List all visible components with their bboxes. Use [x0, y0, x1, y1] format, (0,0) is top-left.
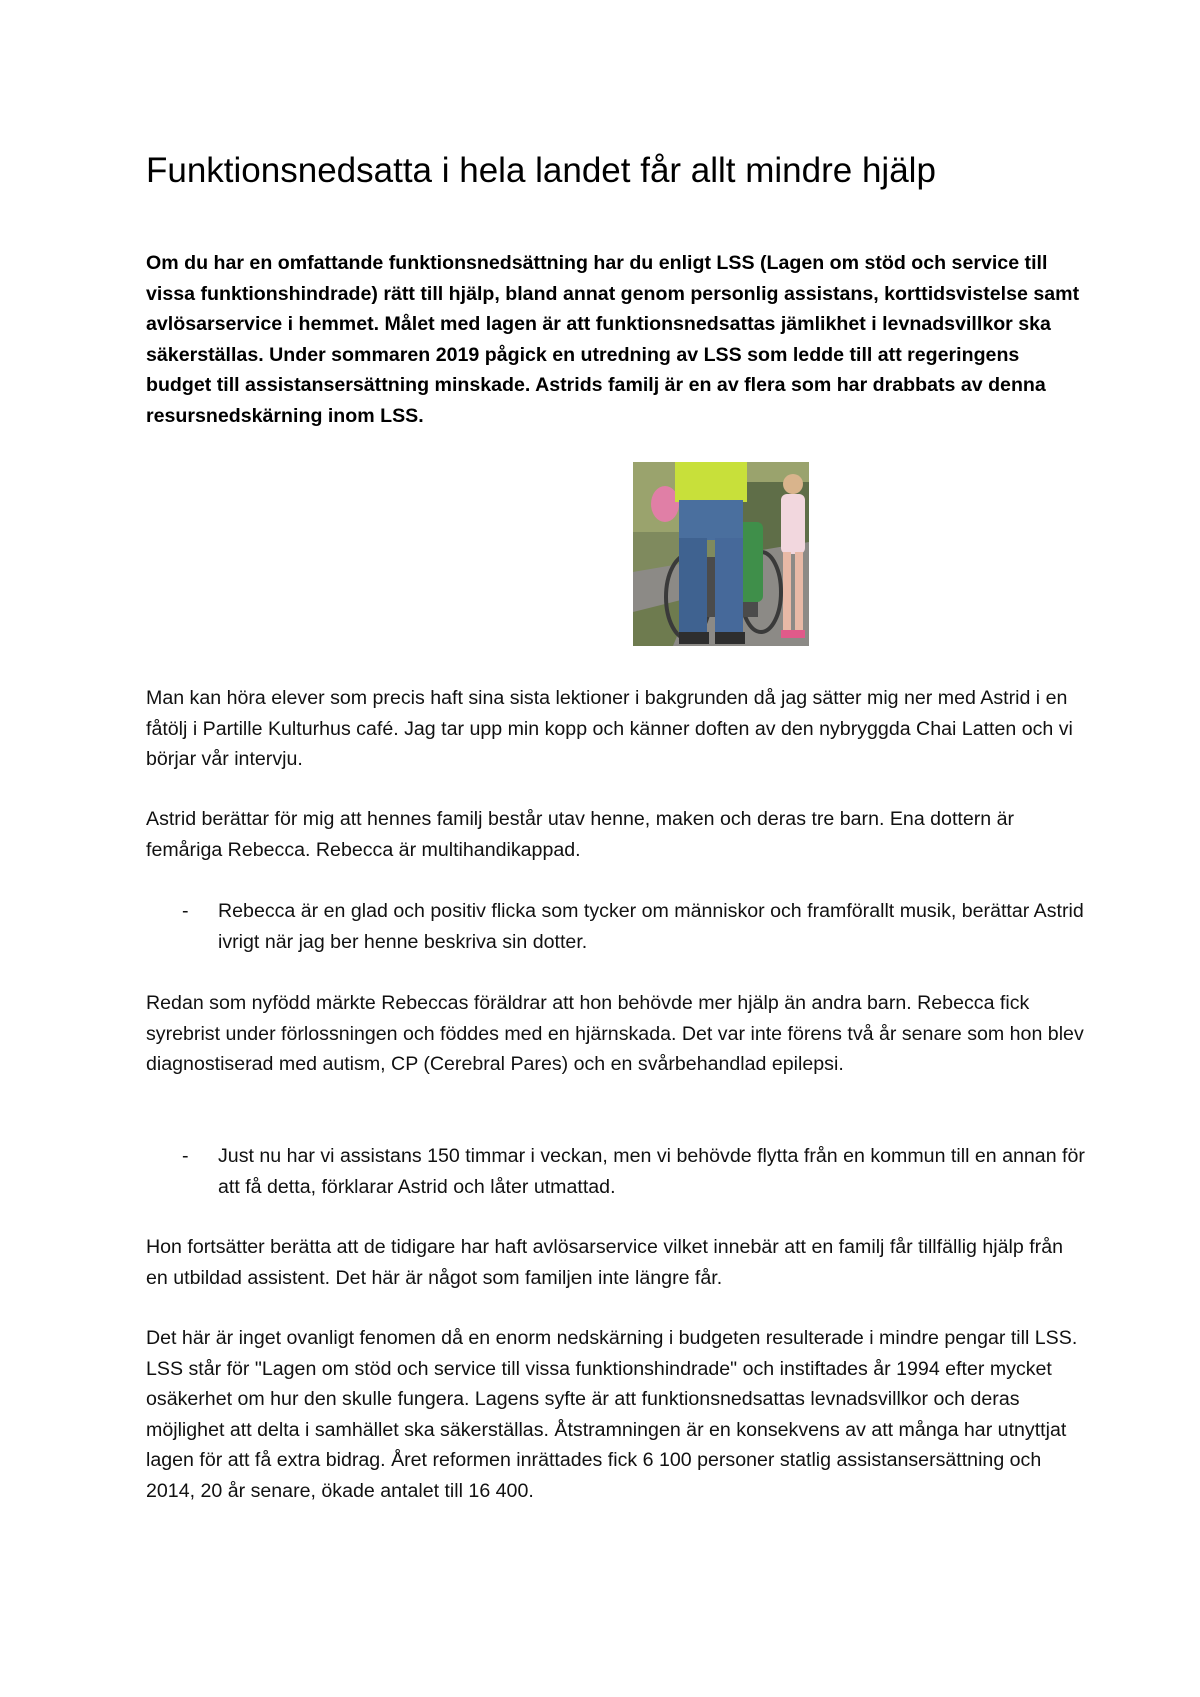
article-title: Funktionsnedsatta i hela landet får allt mindre hjälp [146, 151, 936, 190]
quote-item [146, 1141, 1086, 1202]
article-paragraph: Det här är inget ovanligt fenomen då en enorm nedskärning i budgeten resulterade i mindre pengar till LSS. LSS står för "Lagen om stöd och service till vissa funktionshindrade" och instiftades år 1994 efter mycket osäkerhet om hur den skulle fungera. Lagens syfte är att funktionsnedsattas levnadsvillkor och deras möjlighet att delta i samhället ska säkerställas. Åtstramningen är en konsekvens av att många har utnyttjat lagen för att få extra bidrag. Året reformen inrättades fick 6 100 personer statlig assistansersättning och 2014, 20 år senare, ökade antalet till 16 400. [146, 1327, 1078, 1502]
quote-dash: - [182, 900, 189, 922]
article-paragraph: Redan som nyfödd märkte Rebeccas föräldrar att hon behövde mer hjälp än andra barn. Rebecca fick syrebrist under förlossningen och föddes med en hjärnskada. Det var inte förens två år senare som hon blev diagnostiserad med autism, CP (Cerebral Pares) och en svårbehandlad epilepsi. [146, 992, 1084, 1075]
quote-text: Just nu har vi assistans 150 timmar i veckan, men vi behövde flytta från en kommun till en annan för att få detta, förklarar Astrid och låter utmattad. [218, 1145, 1085, 1198]
quote-item [146, 896, 1086, 957]
article-paragraph: Man kan höra elever som precis haft sina sista lektioner i bakgrunden då jag sätter mig ner med Astrid i en fåtölj i Partille Kulturhus café. Jag tar upp min kopp och känner doften av den nybryggda Chai Latten och vi börjar vår intervju. [146, 687, 1073, 770]
quote-dash: - [182, 1145, 189, 1167]
article-paragraph: Astrid berättar för mig att hennes familj består utav henne, maken och deras tre barn. Ena dottern är femåriga Rebecca. Rebecca är multihandikappad. [146, 808, 1015, 861]
article-photo [633, 462, 809, 646]
article-paragraph: Hon fortsätter berätta att de tidigare har haft avlösarservice vilket innebär att en familj får tillfällig hjälp från en utbildad assistent. Det här är något som familjen inte längre får. [146, 1236, 1064, 1289]
article-lead: Om du har en omfattande funktionsnedsättning har du enligt LSS (Lagen om stöd och service till vissa funktionshindrade) rätt till hjälp, bland annat genom personlig assistans, korttidsvistelse samt avlösarservice i hemmet. Målet med lagen är att funktionsnedsattas jämlikhet i levnadsvillkor ska säkerställas. Under sommaren 2019 pågick en utredning av LSS som ledde till att regeringens budget till assistansersättning minskade. Astrids familj är en av flera som har drabbats av denna resursnedskärning inom LSS. [146, 252, 1080, 427]
quote-text: Rebecca är en glad och positiv flicka som tycker om människor och framförallt musik, berättar Astrid ivrigt när jag ber henne beskriva sin dotter. [218, 900, 1084, 953]
